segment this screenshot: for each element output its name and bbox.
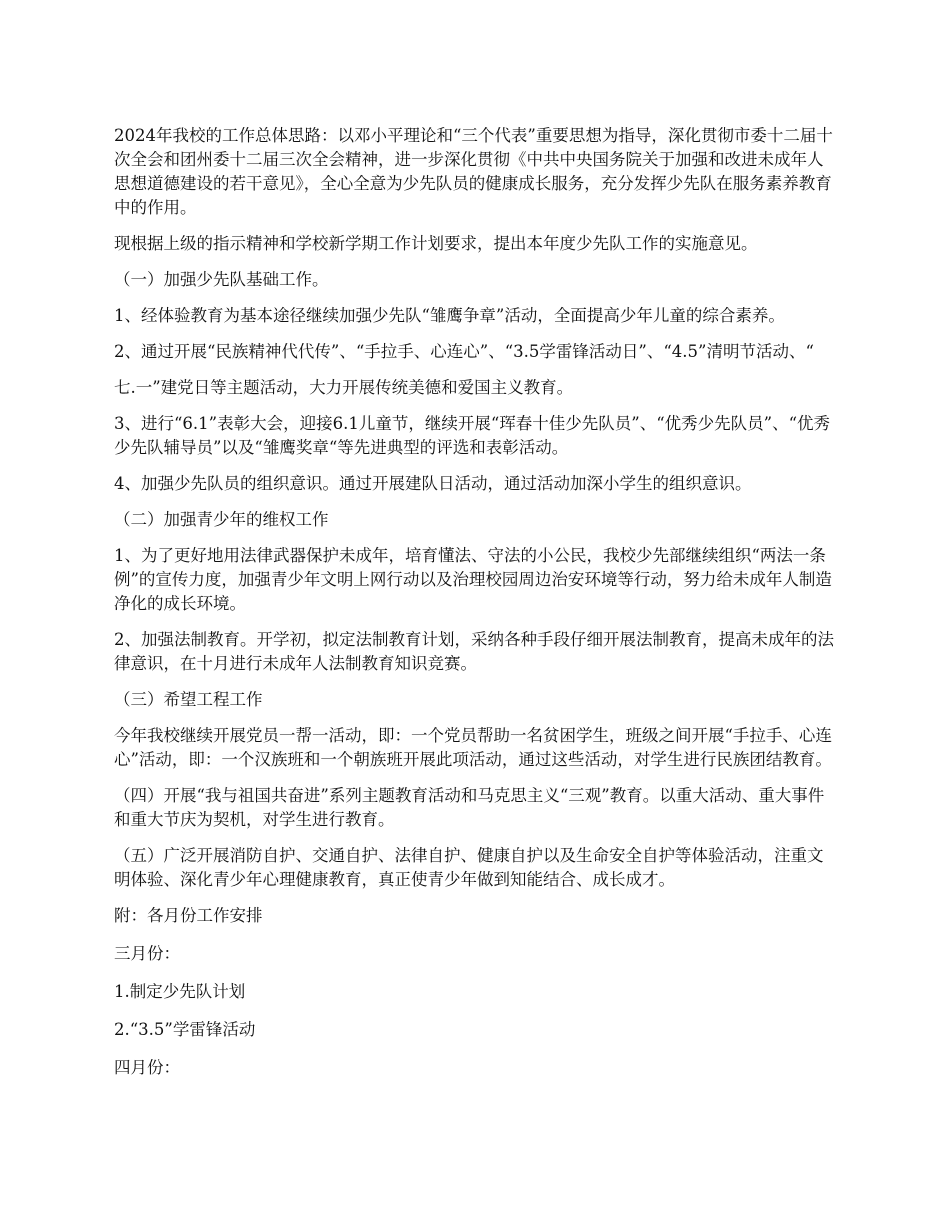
month-heading: 四月份： xyxy=(114,1058,180,1077)
list-item: 4、加强少先队员的组织意识。通过开展建队日活动，通过活动加深小学生的组织意识。 xyxy=(114,474,752,493)
paragraph: 今年我校继续开展党员一帮一活动，即：一个党员帮助一名贫困学生，班级之间开展“手拉手、心连心”活动，即：一个汉族班和一个朝族班开展此项活动，通过这些活动，对学生进行民族团结教育。 xyxy=(114,726,832,769)
list-item: 1.制定少先队计划 xyxy=(114,982,246,1001)
month-heading: 三月份： xyxy=(114,944,180,963)
list-item: 2、加强法制教育。开学初，拟定法制教育计划，采纳各种手段仔细开展法制教育，提高未成年的法律意识，在十月进行未成年人法制教育知识竞赛。 xyxy=(114,630,834,673)
list-item-continuation: 七.一”建党日等主题活动，大力开展传统美德和爱国主义教育。 xyxy=(114,378,574,397)
section-heading-4: （四）开展“我与祖国共奋进”系列主题教育活动和马克思主义“三观”教育。以重大活动、重大事件和重大节庆为契机，对学生进行教育。 xyxy=(114,786,825,829)
paragraph-intro: 现根据上级的指示精神和学校新学期工作计划要求，提出本年度少先队工作的实施意见。 xyxy=(114,234,758,253)
section-heading-3: （三）希望工程工作 xyxy=(114,690,263,709)
list-item: 2.“3.5”学雷锋活动 xyxy=(114,1020,256,1039)
list-item: 1、为了更好地用法律武器保护未成年，培育懂法、守法的小公民，我校少先部继续组织“两法一条例”的宣传力度，加强青少年文明上网行动以及治理校园周边治安环境等行动，努力给未成年人制造净化的成长环境。 xyxy=(114,546,832,613)
list-item: 1、经体验教育为基本途径继续加强少先队“雏鹰争章”活动，全面提高少年儿童的综合素养。 xyxy=(114,306,785,325)
paragraph-overview: 2024年我校的工作总体思路：以邓小平理论和“三个代表”重要思想为指导，深化贯彻市委十二届十次全会和团州委十二届三次全会精神，进一步深化贯彻《中共中央国务院关于加强和改进未成年人思想道德建设的若干意见》，全心全意为少先队员的健康成长服务，充分发挥少先队在服务素养教育中的作用。 xyxy=(114,126,833,217)
section-heading-2: （二）加强青少年的维权工作 xyxy=(114,510,329,529)
document-body xyxy=(114,124,838,1094)
appendix-heading: 附：各月份工作安排 xyxy=(114,906,263,925)
list-item: 3、进行“6.1”表彰大会，迎接6.1儿童节，继续开展“珲春十佳少先队员”、“优秀少先队员”、“优秀少先队辅导员”以及“雏鹰奖章“等先进典型的评选和表彰活动。 xyxy=(114,414,831,457)
section-heading-1: （一）加强少先队基础工作。 xyxy=(114,270,329,289)
list-item: 2、通过开展“民族精神代代传”、“手拉手、心连心”、“3.5学雷锋活动日”、“4.5”清明节活动、“ xyxy=(114,342,814,361)
section-heading-5: （五）广泛开展消防自护、交通自护、法律自护、健康自护以及生命安全自护等体验活动，注重文明体验、深化青少年心理健康教育，真正使青少年做到知能结合、成长成才。 xyxy=(114,846,824,889)
